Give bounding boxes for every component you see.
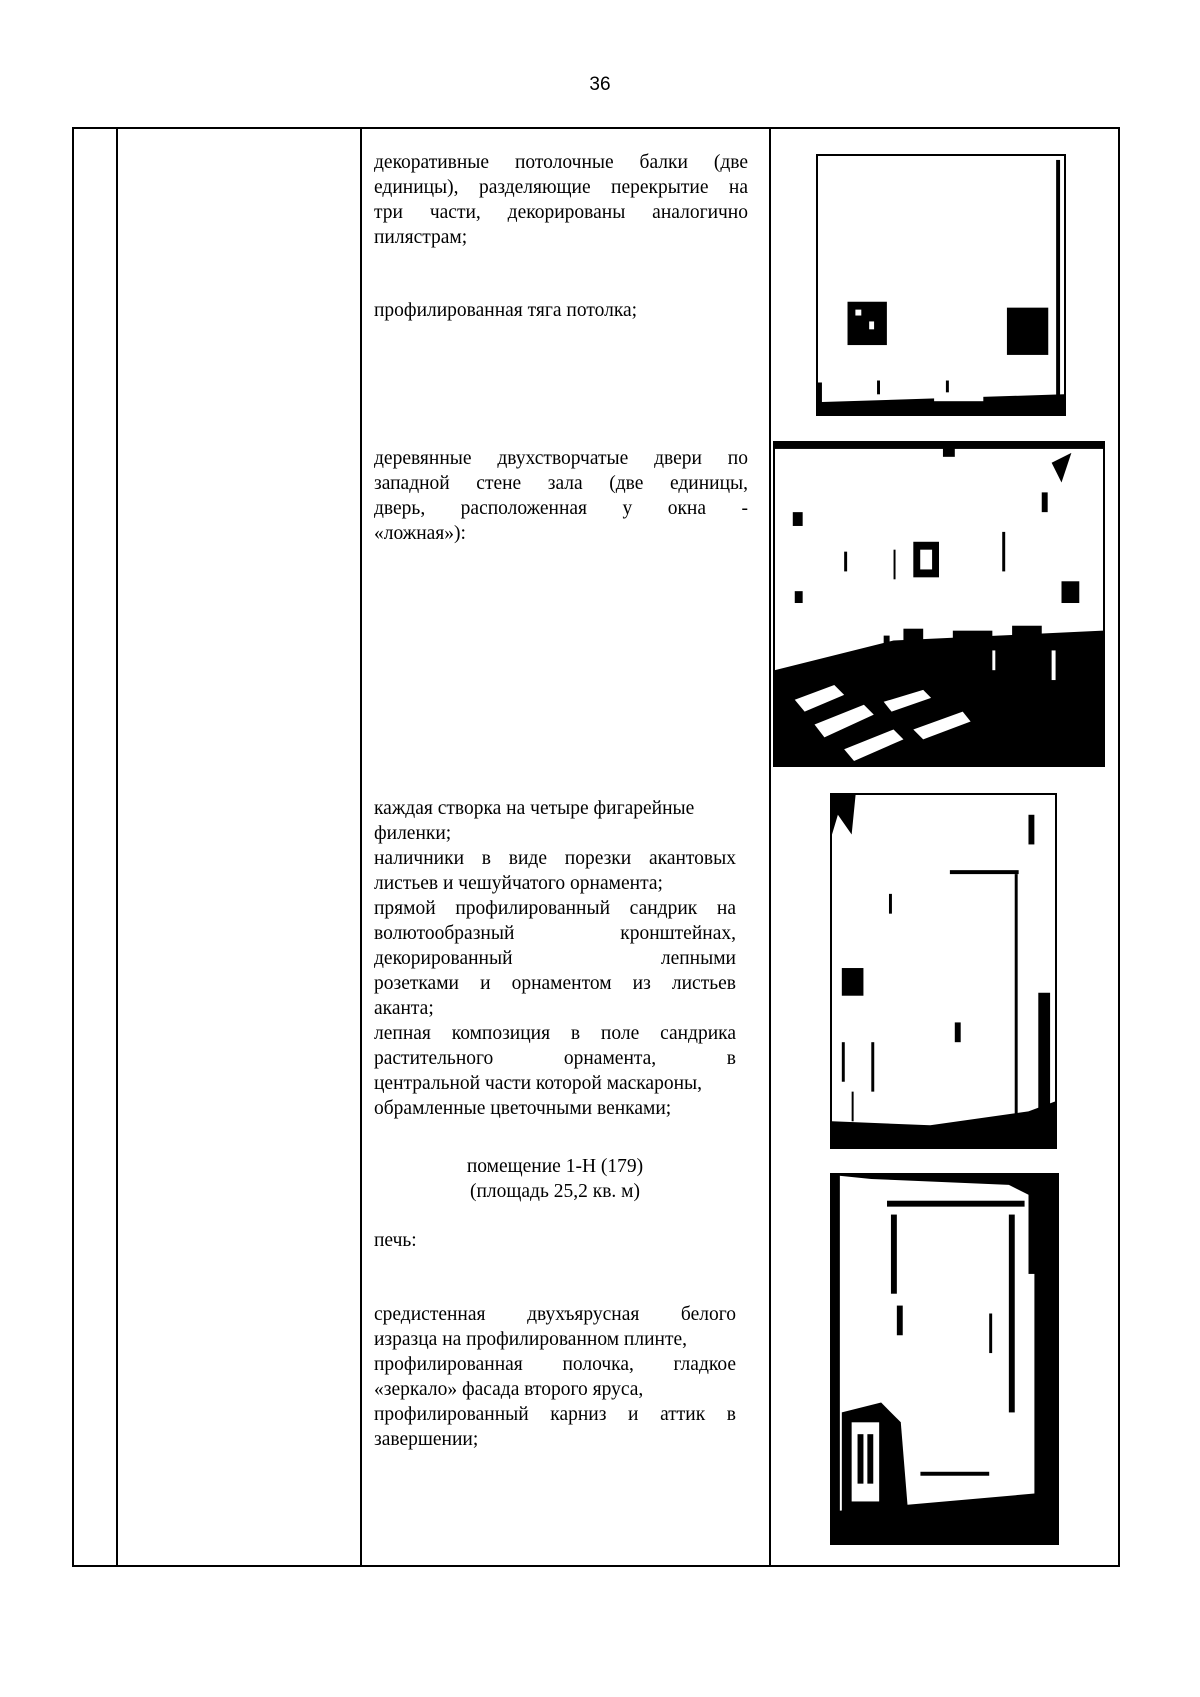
text-line: профилированный карниз и аттик в xyxy=(374,1404,736,1425)
column-divider xyxy=(116,129,118,1565)
text-line: растительного орнамента, в xyxy=(374,1048,736,1069)
text-line: розетками и орнаментом из листьев xyxy=(374,973,736,994)
text-line: центральной части которой маскароны, xyxy=(374,1073,702,1094)
doors-description xyxy=(374,446,748,546)
text-line: дверь, расположенная у окна - xyxy=(374,498,748,519)
doors-hall-photo xyxy=(773,441,1105,767)
text-line: западной стене зала (две единицы, xyxy=(374,473,748,494)
text-line: лепная композиция в поле сандрика xyxy=(374,1023,736,1044)
stove-label xyxy=(374,1228,748,1253)
text-line: прямой профилированный сандрик на xyxy=(374,898,736,919)
column-divider xyxy=(769,129,771,1565)
text-line: изразца на профилированном плинте, xyxy=(374,1329,688,1350)
text-line: наличники в виде порезки акантовых xyxy=(374,848,736,869)
text-line: аканта; xyxy=(374,998,434,1019)
text-line: волютообразный кронштейнах, xyxy=(374,923,736,944)
text-line: «зеркало» фасада второго яруса, xyxy=(374,1379,644,1400)
text-line: средистенная двухъярусная белого xyxy=(374,1304,736,1325)
text-line: три части, декорированы аналогично xyxy=(374,202,748,223)
text-line: обрамленные цветочными венками; xyxy=(374,1098,672,1119)
text-line: профилированная полочка, гладкое xyxy=(374,1354,736,1375)
beams-description xyxy=(374,150,748,250)
stove-description xyxy=(374,1302,736,1452)
text-line: единицы), разделяющие перекрытие на xyxy=(374,177,748,198)
stove-photo xyxy=(830,1173,1059,1545)
text-line: печь: xyxy=(374,1230,417,1251)
text-line: декорированный лепными xyxy=(374,948,736,969)
text-line: завершении; xyxy=(374,1429,479,1450)
text-line: декоративные потолочные балки (две xyxy=(374,152,748,173)
ceiling-beams-photo xyxy=(816,154,1066,416)
text-line: каждая створка на четыре фигарейные xyxy=(374,798,695,819)
column-divider xyxy=(360,129,362,1565)
ceiling-description xyxy=(374,298,748,323)
text-line: «ложная»): xyxy=(374,523,466,544)
text-line: листьев и чешуйчатого орнамента; xyxy=(374,873,663,894)
text-line: пилястрам; xyxy=(374,227,468,248)
door-detail-photo xyxy=(830,793,1057,1149)
room-area: (площадь 25,2 кв. м) xyxy=(469,1181,641,1202)
doors-details-description xyxy=(374,796,736,1121)
text-line: деревянные двухстворчатые двери по xyxy=(374,448,748,469)
text-line: профилированная тяга потолка; xyxy=(374,300,638,321)
room-title: помещение 1-Н (179) xyxy=(466,1156,644,1177)
room-heading xyxy=(374,1154,736,1204)
page-number: 36 xyxy=(589,74,611,95)
text-line: филенки; xyxy=(374,823,452,844)
